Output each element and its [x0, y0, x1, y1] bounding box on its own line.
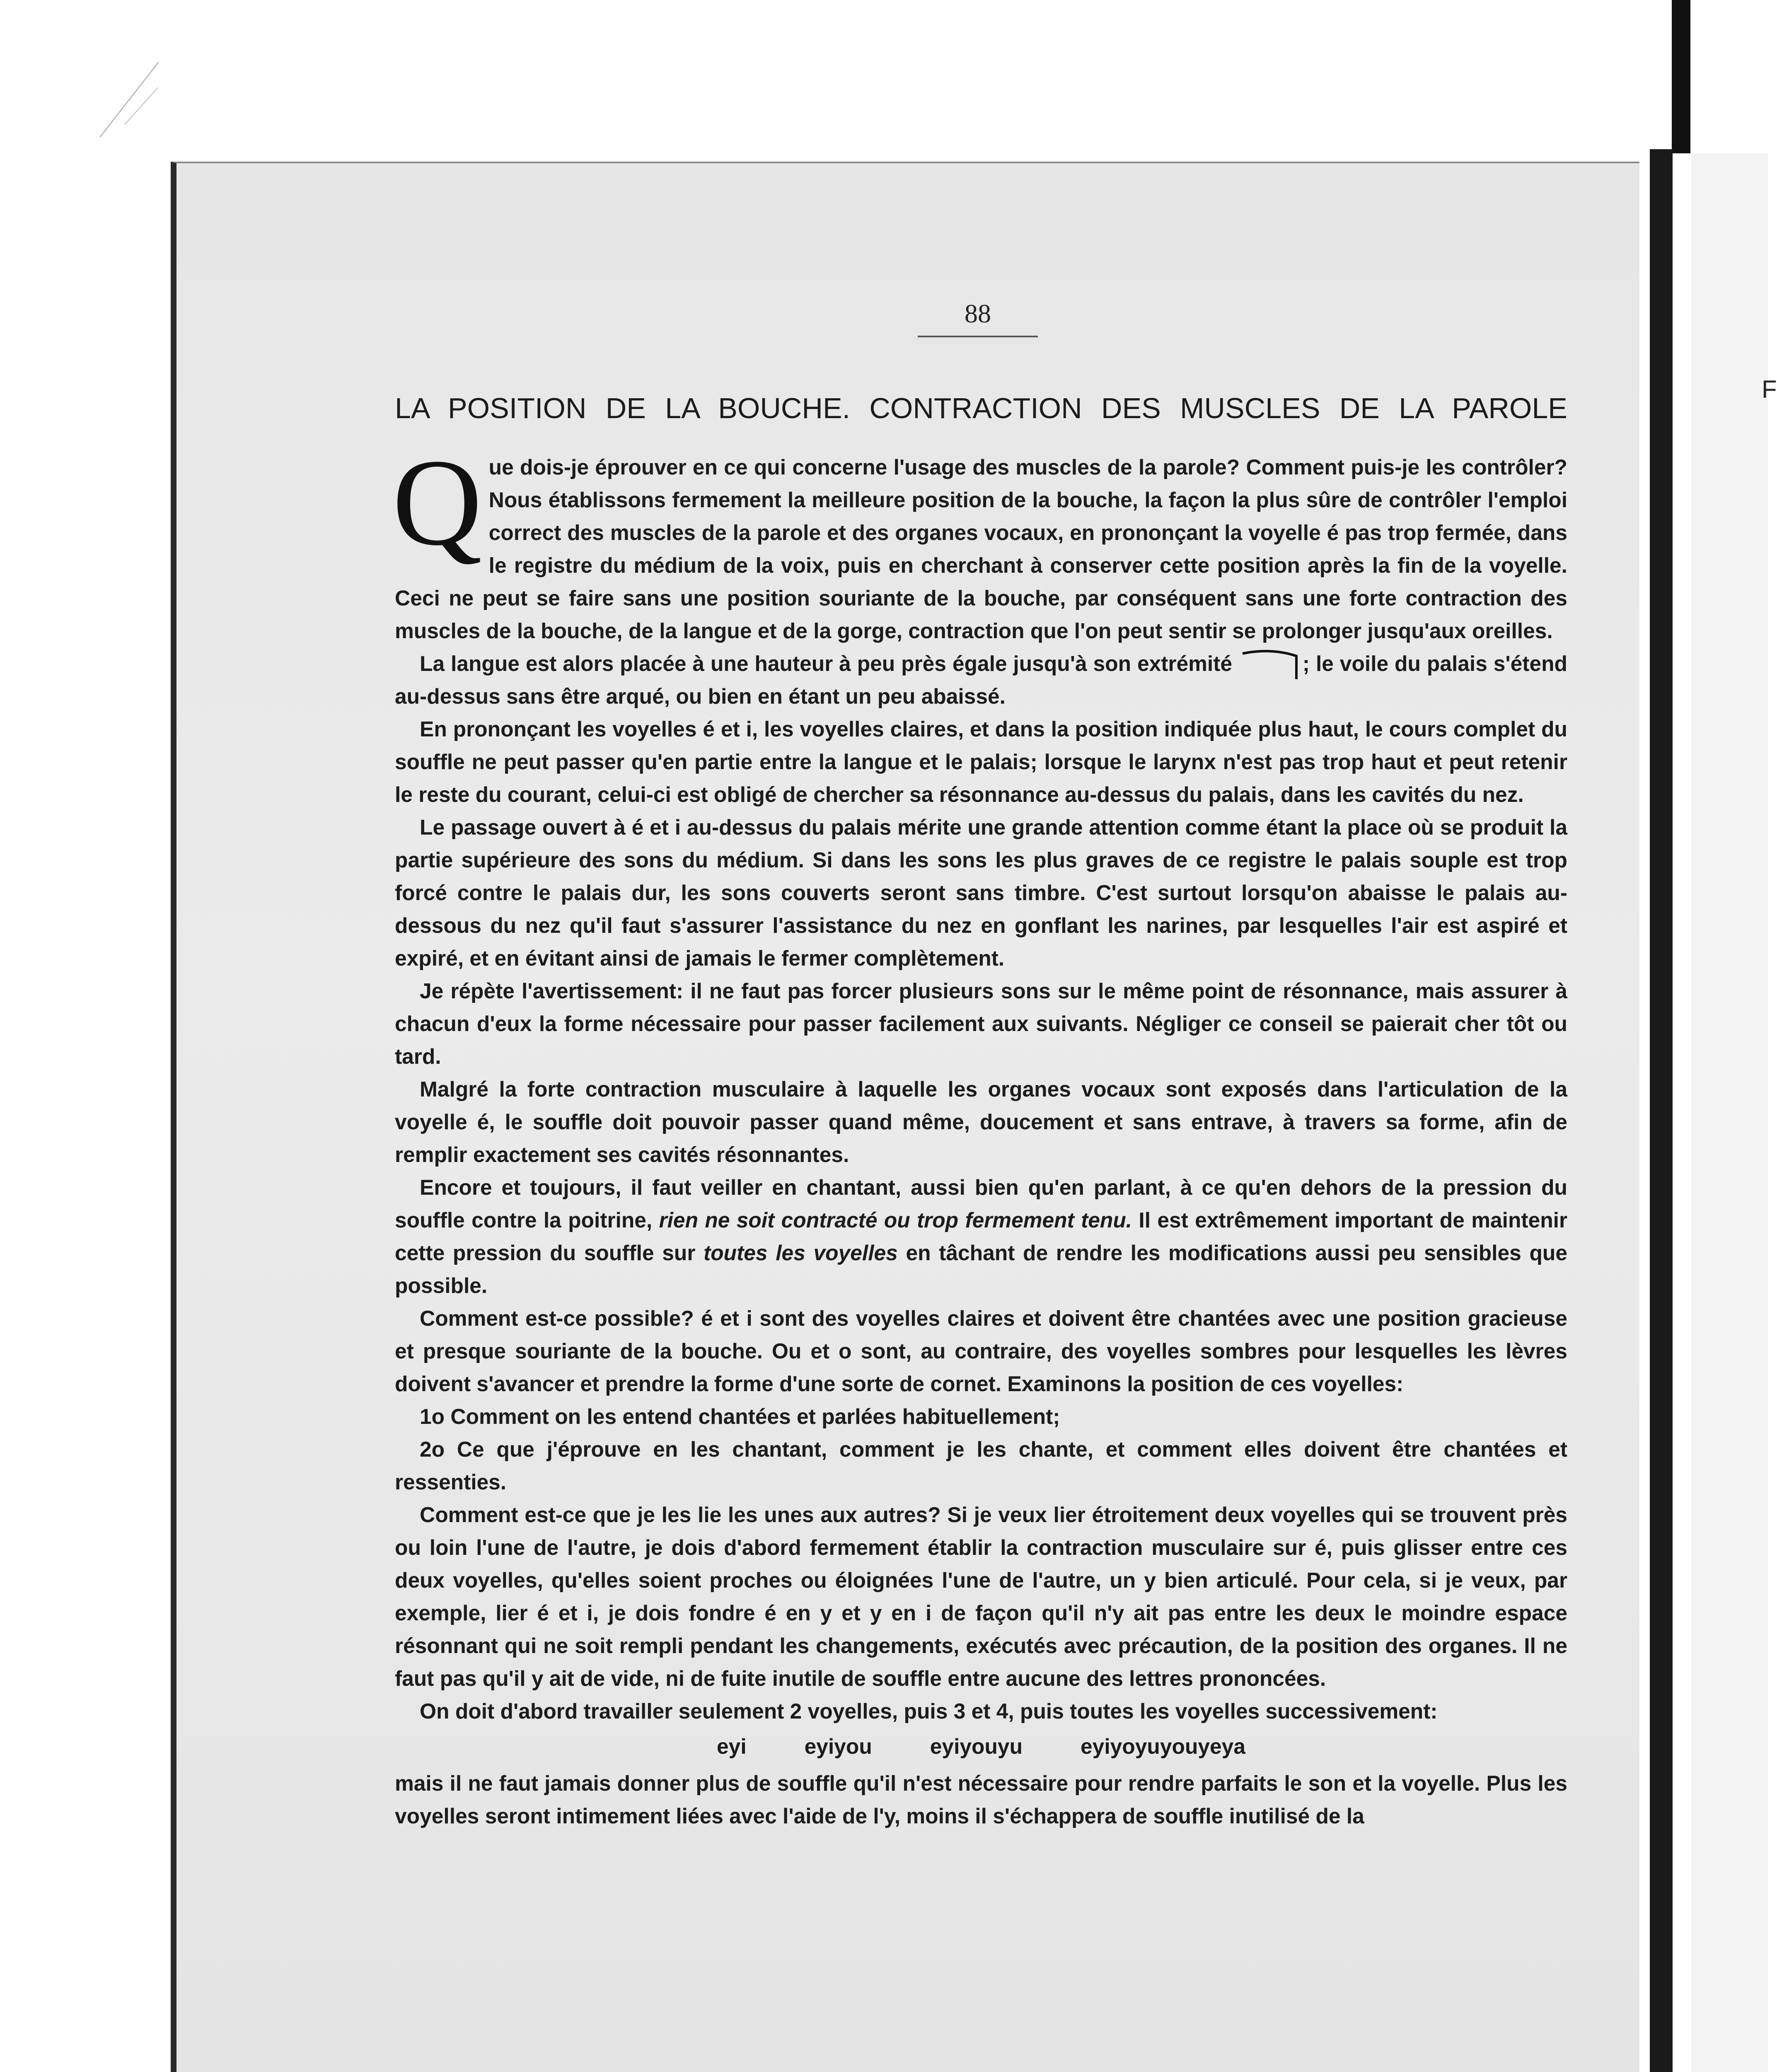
page-number-underline: [918, 336, 1038, 337]
facing-page-edge-letter: F: [1762, 375, 1777, 403]
vowel-group: eyiyoyuyouyeya: [1081, 1734, 1245, 1758]
paragraph: En prononçant les voyelles é et i, les voyelles claires, et dans la position indiquée plus haut, le cours complet du souffle ne peut passer qu'en partie entre la langue et le palais; lorsque le larynx n'est pas trop haut et peut retenir le reste du courant, celui-ci est obligé de chercher sa résonnance au-dessus du palais, dans les cavités du nez.: [395, 717, 1567, 806]
paragraph: mais il ne faut jamais donner plus de souffle qu'il n'est nécessaire pour rendre parfaits le son et la voyelle. Plus les voyelles seront intimement liées avec l'aide de l'y, moins il s'échappera de souffle inutilisé de la: [395, 1771, 1567, 1828]
body-text: [392, 433, 1568, 1832]
paragraph-text: La langue est alors placée à une hauteur à peu près égale jusqu'à son extrémité: [420, 651, 1232, 675]
list-item: 2o Ce que j'éprouve en les chantant, comment je les chante, et comment elles doivent être chantées et ressenties.: [395, 1437, 1567, 1494]
chapter-title: LA POSITION DE LA BOUCHE. CONTRACTION DES MUSCLES DE LA PAROLE: [395, 392, 1567, 424]
emphasis-text: toutes les voyelles: [704, 1241, 898, 1265]
facing-page: [1691, 153, 1768, 2072]
binding-shadow-top: [1672, 0, 1690, 153]
paragraph: Comment est-ce possible? é et i sont des voyelles claires et doivent être chantées avec une position gracieuse et presque souriante de la bouche. Ou et o sont, au contraire, des voyelles sombres pour lesquelles les lèvres doivent s'avancer et prendre la forme d'une sorte de cornet. Examinons la position de ces voyelles:: [395, 1306, 1567, 1396]
drop-cap: Q: [392, 433, 482, 571]
binding-shadow: [1650, 149, 1673, 2072]
emphasis-text: rien ne soit contracté ou trop fermement tenu.: [659, 1208, 1132, 1232]
list-item: 1o Comment on les entend chantées et parlées habituellement;: [420, 1404, 1060, 1428]
tongue-position-symbol: [1238, 650, 1303, 679]
page-number: 88: [965, 299, 991, 328]
paragraph-text: en tâchant de rendre les modifications aussi peu sensibles que possible.: [395, 1241, 1567, 1297]
paragraph-text: ue dois-je éprouver en ce qui concerne l'usage des muscles de la parole? Comment puis-je les contrôler? Nous établissons fermement la meilleure position de la bouche, la façon la plus sûre de contrôler l'emploi correct des muscles de la parole et des organes vocaux, en prononçant la voyelle é pas trop fermée, dans le registre du médium de la voix, puis en cherchant à conserver cette position après la fin de la voyelle. Ceci ne peut se faire sans une position souriante de la bouche, par conséquent sans une forte contraction des muscles de la bouche, de la langue et de la gorge, contraction que l'on peut sentir se prolonger jusqu'aux oreilles.: [395, 455, 1567, 643]
paragraph-text: ; le voile du palais s'étend au-dessus sans être arqué, ou bien en étant un peu abaissé.: [395, 651, 1568, 708]
vowel-group: eyiyou: [804, 1734, 872, 1758]
paragraph: [395, 1171, 1567, 1302]
paragraph: Le passage ouvert à é et i au-dessus du palais mérite une grande attention comme étant la place où se produit la partie supérieure des sons du médium. Si dans les sons les plus graves de ce registre le palais souple est trop forcé contre le palais dur, les sons couverts seront sans timbre. C'est surtout lorsqu'on abaisse le palais au-dessous du nez qu'il faut s'assurer l'assistance du nez en gonflant les narines, par lesquelles l'air est aspiré et expiré, et en évitant ainsi de jamais le fermer complètement.: [395, 815, 1567, 970]
scan-scratch: [124, 87, 158, 125]
paragraph: Malgré la forte contraction musculaire à laquelle les organes vocaux sont exposés dans l'articulation de la voyelle é, le souffle doit pouvoir passer quand même, doucement et sans entrave, à travers sa forme, afin de remplir exactement ses cavités résonnantes.: [395, 1077, 1567, 1167]
paragraph: Je répète l'avertissement: il ne faut pas forcer plusieurs sons sur le même point de résonnance, mais assurer à chacun d'eux la forme nécessaire pour passer facilement aux suivants. Négliger ce conseil se paierait cher tôt ou tard.: [395, 979, 1567, 1068]
paragraph: [395, 647, 1567, 713]
paragraph-text: Il est extrêmement important de maintenir cette pression du souffle sur: [395, 1208, 1568, 1265]
paragraph: Comment est-ce que je les lie les unes aux autres? Si je veux lier étroitement deux voyelles qui se trouvent près ou loin l'une de l'autre, je dois d'abord fermement établir la contraction musculaire sur é, puis glisser entre ces deux voyelles, qu'elles soient proches ou éloignées l'une de l'autre, un y bien articulé. Pour cela, si je veux, par exemple, lier é et i, je dois fondre é en y et y en i de façon qu'il n'y ait pas entre les deux le moindre espace résonnant qui ne soit rempli pendant les changements, exécutés avec précaution, de la position des organes. Il ne faut pas qu'il y ait de vide, ni de fuite inutile de souffle entre aucune des lettres prononcées.: [395, 1503, 1567, 1690]
vowel-sequence: [395, 1730, 1567, 1763]
vowel-group: eyi: [717, 1734, 747, 1758]
paragraph-text: Encore et toujours, il faut veiller en chantant, aussi bien qu'en parlant, à ce qu'en dehors de la pression du souffle contre la poitrine,: [395, 1175, 1567, 1232]
scan-scratch: [99, 62, 159, 138]
paragraph: On doit d'abord travailler seulement 2 voyelles, puis 3 et 4, puis toutes les voyelles successivement:: [420, 1699, 1438, 1723]
vowel-group: eyiyouyu: [930, 1734, 1023, 1758]
paragraph: [392, 433, 1567, 647]
